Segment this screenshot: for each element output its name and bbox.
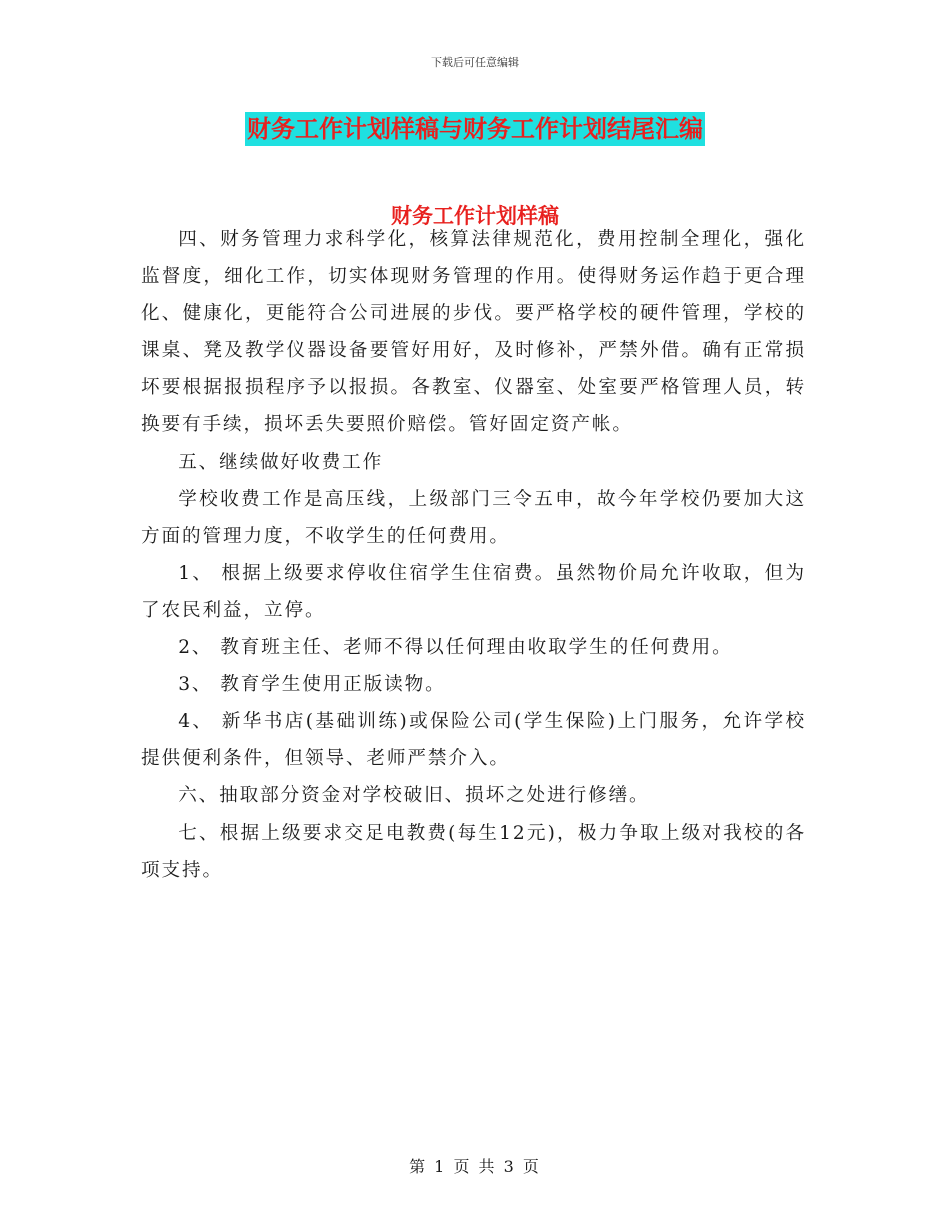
header-note: 下载后可任意编辑: [431, 56, 519, 69]
section-title: 财务工作计划样稿: [391, 204, 559, 228]
paragraph: 3、 教育学生使用正版读物。: [178, 674, 446, 696]
paragraph: 四、财务管理力求科学化，核算法律规范化，费用控制全理化，强化监督度，细化工作，切实体现财务管理的作用。使得财务运作趋于更合理化、健康化，更能符合公司进展的步伐。要严格学校的硬件管理，学校的课桌、凳及教学仪器设备要管好用好，及时修补，严禁外借。确有正常损坏要根据报损程序予以报损。各教室、仪器室、处室要严格管理人员，转换要有手续，损坏丢失要照价赔偿。管好固定资产帐。: [141, 229, 806, 436]
paragraph: 五、继续做好收费工作: [178, 451, 384, 473]
page-number-footer: 第 1 页 共 3 页: [409, 1157, 541, 1176]
paragraph: 2、 教育班主任、老师不得以任何理由收取学生的任何费用。: [178, 637, 733, 659]
doc-title: 财务工作计划样稿与财务工作计划结尾汇编: [245, 112, 705, 146]
paragraph: 1、 根据上级要求停收住宿学生住宿费。虽然物价局允许收取，但为了农民利益，立停。: [141, 562, 806, 621]
paragraph: 学校收费工作是高压线，上级部门三令五申，故今年学校仍要加大这方面的管理力度，不收学生的任何费用。: [141, 488, 806, 547]
document-body: [141, 221, 806, 889]
paragraph: 七、根据上级要求交足电教费(每生12元)，极力争取上级对我校的各项支持。: [141, 822, 806, 881]
paragraph: 六、抽取部分资金对学校破旧、损坏之处进行修缮。: [178, 785, 650, 807]
doc-title-container: [0, 112, 950, 146]
paragraph: 4、 新华书店(基础训练)或保险公司(学生保险)上门服务，允许学校提供便利条件，但领导、老师严禁介入。: [141, 711, 806, 770]
